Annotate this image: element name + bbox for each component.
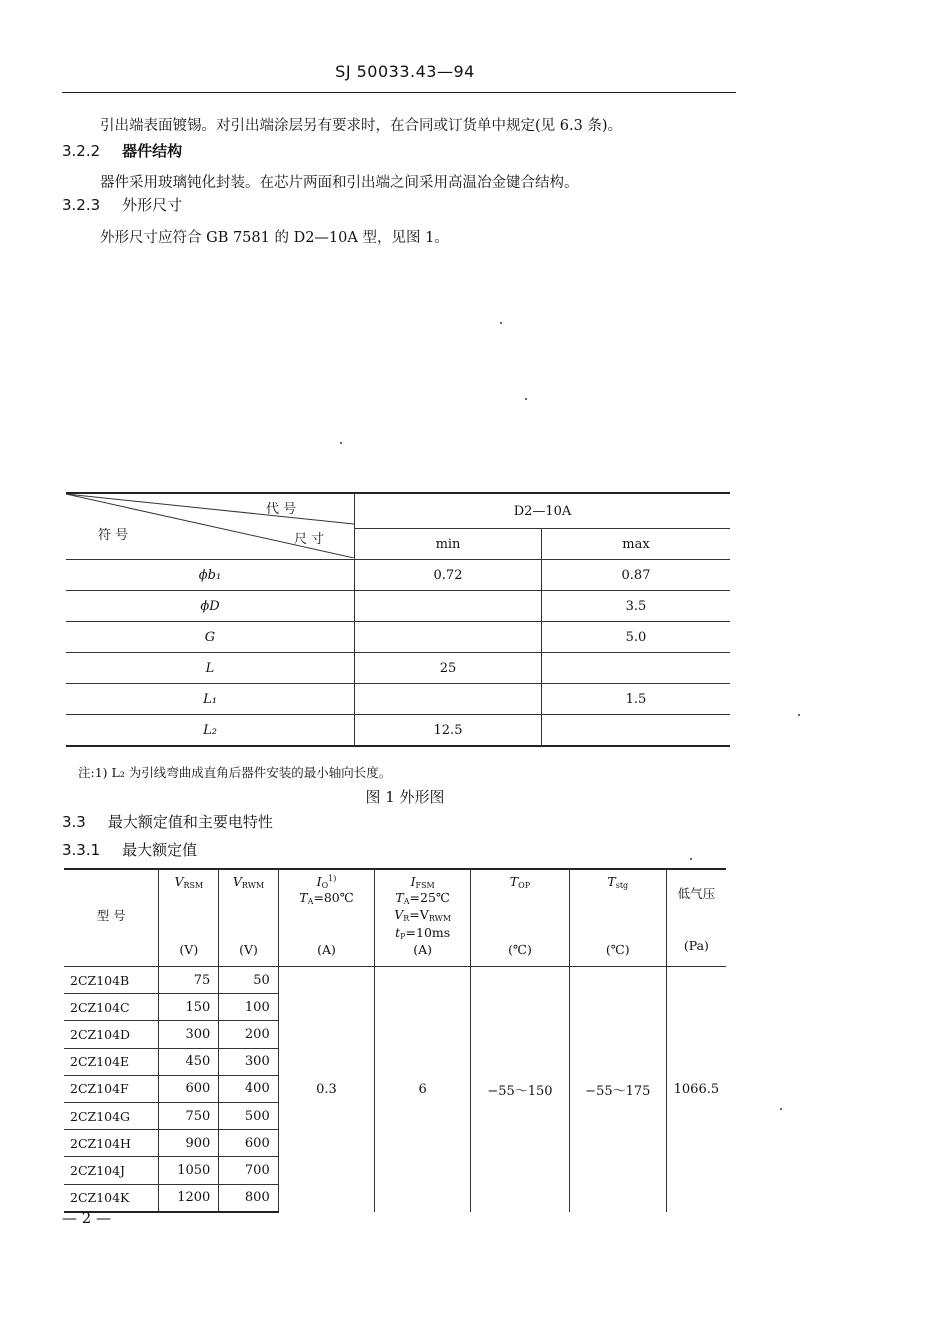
scan-speck bbox=[780, 1108, 782, 1110]
table-row bbox=[66, 622, 730, 653]
table-row bbox=[64, 967, 726, 994]
header-symbol-label: 符 号 bbox=[98, 528, 129, 543]
section-number: 3.2.2 bbox=[62, 142, 101, 160]
model-cell: 2CZ104D bbox=[64, 1021, 159, 1048]
paragraph-structure: 器件采用玻璃钝化封装。在芯片两面和引出端之间采用高温冶金键合结构。 bbox=[100, 175, 579, 191]
io-value: 0.3 bbox=[278, 967, 375, 1212]
ifsm-value: 6 bbox=[375, 967, 471, 1212]
io-header: $I_O^{1)}$ $T_A=80℃$ (A) bbox=[278, 869, 375, 967]
symbol-cell: ϕb₁ bbox=[66, 560, 355, 591]
header-rule bbox=[62, 92, 736, 93]
vrsm-cell: 150 bbox=[159, 994, 219, 1021]
section-title: 最大额定值 bbox=[122, 841, 198, 859]
scan-speck bbox=[340, 442, 342, 444]
vrwm-cell: 500 bbox=[219, 1102, 278, 1129]
vrwm-cell: 200 bbox=[219, 1021, 278, 1048]
low-pressure-header: 低气压 (Pa) bbox=[666, 869, 726, 967]
model-cell: 2CZ104F bbox=[64, 1075, 159, 1102]
vrsm-cell: 1200 bbox=[159, 1184, 219, 1212]
table-row bbox=[66, 653, 730, 684]
table-footnote: 注:1) L₂ 为引线弯曲成直角后器件安装的最小轴向长度。 bbox=[78, 765, 392, 780]
model-cell: 2CZ104B bbox=[64, 967, 159, 994]
scan-speck bbox=[690, 858, 692, 860]
paragraph-plating: 引出端表面镀锡。对引出端涂层另有要求时，在合同或订货单中规定(见 6.3 条)。 bbox=[100, 118, 623, 134]
max-cell: 3.5 bbox=[542, 591, 731, 622]
tstg-header: $T_{stg}$ (℃) bbox=[569, 869, 666, 967]
section-number: 3.3 bbox=[62, 813, 86, 831]
vrwm-cell: 300 bbox=[219, 1048, 278, 1075]
section-number: 3.3.1 bbox=[62, 841, 101, 859]
section-title: 最大额定值和主要电特性 bbox=[107, 813, 273, 831]
scan-speck bbox=[500, 322, 502, 324]
symbol-cell: L bbox=[66, 653, 355, 684]
model-cell: 2CZ104K bbox=[64, 1184, 159, 1212]
symbol-cell: L₁ bbox=[66, 684, 355, 715]
min-column-header: min bbox=[355, 529, 542, 560]
min-cell bbox=[355, 622, 542, 653]
table-row bbox=[66, 684, 730, 715]
min-cell bbox=[355, 684, 542, 715]
symbol-cell: G bbox=[66, 622, 355, 653]
vrsm-cell: 75 bbox=[159, 967, 219, 994]
max-ratings-table bbox=[64, 868, 726, 1213]
section-number: 3.2.3 bbox=[62, 196, 101, 214]
vrwm-cell: 100 bbox=[219, 994, 278, 1021]
section-3-3-heading bbox=[62, 811, 273, 832]
vrsm-cell: 1050 bbox=[159, 1157, 219, 1184]
table-row bbox=[66, 591, 730, 622]
section-title: 外形尺寸 bbox=[122, 196, 183, 214]
model-cell: 2CZ104C bbox=[64, 994, 159, 1021]
package-type-header: D2—10A bbox=[355, 493, 731, 529]
max-cell: 0.87 bbox=[542, 560, 731, 591]
symbol-cell: ϕD bbox=[66, 591, 355, 622]
vrsm-cell: 600 bbox=[159, 1075, 219, 1102]
ifsm-header: $I_{FSM}$ $T_A=25℃$ $V_R=V_{RWM}$ $t_P=10ms$ (A) bbox=[375, 869, 471, 967]
document-header: SJ 50033.43—94 bbox=[335, 62, 475, 81]
min-cell bbox=[355, 591, 542, 622]
scan-speck bbox=[798, 714, 800, 716]
model-cell: 2CZ104H bbox=[64, 1130, 159, 1157]
vrsm-header: $V_{RSM}$ (V) bbox=[159, 869, 219, 967]
model-cell: 2CZ104E bbox=[64, 1048, 159, 1075]
vrwm-cell: 400 bbox=[219, 1075, 278, 1102]
paragraph-dimensions: 外形尺寸应符合 GB 7581 的 D2—10A 型，见图 1。 bbox=[100, 230, 449, 246]
vrwm-cell: 700 bbox=[219, 1157, 278, 1184]
top-value: −55～150 bbox=[471, 967, 570, 1212]
section-3-2-2-heading bbox=[62, 140, 182, 161]
section-3-2-3-heading bbox=[62, 194, 182, 215]
vrsm-cell: 750 bbox=[159, 1102, 219, 1129]
table-row bbox=[66, 715, 730, 747]
min-cell: 0.72 bbox=[355, 560, 542, 591]
max-column-header: max bbox=[542, 529, 731, 560]
min-cell: 12.5 bbox=[355, 715, 542, 747]
vrsm-cell: 450 bbox=[159, 1048, 219, 1075]
header-code-label: 代 号 bbox=[266, 502, 297, 517]
low-pressure-value: 1066.5 bbox=[673, 1081, 720, 1097]
dimension-table bbox=[66, 492, 730, 747]
tstg-value: −55～175 bbox=[569, 967, 666, 1212]
max-cell: 5.0 bbox=[542, 622, 731, 653]
max-cell bbox=[542, 715, 731, 747]
symbol-cell: L₂ bbox=[66, 715, 355, 747]
model-header: 型 号 bbox=[64, 869, 159, 967]
vrwm-cell: 800 bbox=[219, 1184, 278, 1212]
header-size-label: 尺 寸 bbox=[294, 532, 325, 547]
model-cell: 2CZ104J bbox=[64, 1157, 159, 1184]
vrsm-cell: 300 bbox=[159, 1021, 219, 1048]
figure-caption: 图 1 外形图 bbox=[365, 788, 445, 806]
table-row bbox=[66, 560, 730, 591]
vrwm-cell: 600 bbox=[219, 1130, 278, 1157]
min-cell: 25 bbox=[355, 653, 542, 684]
vrsm-cell: 900 bbox=[159, 1130, 219, 1157]
section-3-3-1-heading bbox=[62, 839, 197, 860]
max-cell bbox=[542, 653, 731, 684]
max-cell: 1.5 bbox=[542, 684, 731, 715]
scan-speck bbox=[525, 398, 527, 400]
section-title: 器件结构 bbox=[122, 142, 183, 160]
vrwm-header: $V_{RWM}$ (V) bbox=[219, 869, 278, 967]
diagonal-header-cell bbox=[66, 493, 355, 560]
vrwm-cell: 50 bbox=[219, 967, 278, 994]
top-header: $T_{OP}$ (℃) bbox=[471, 869, 570, 967]
page-number: — 2 — bbox=[62, 1209, 112, 1227]
model-cell: 2CZ104G bbox=[64, 1102, 159, 1129]
